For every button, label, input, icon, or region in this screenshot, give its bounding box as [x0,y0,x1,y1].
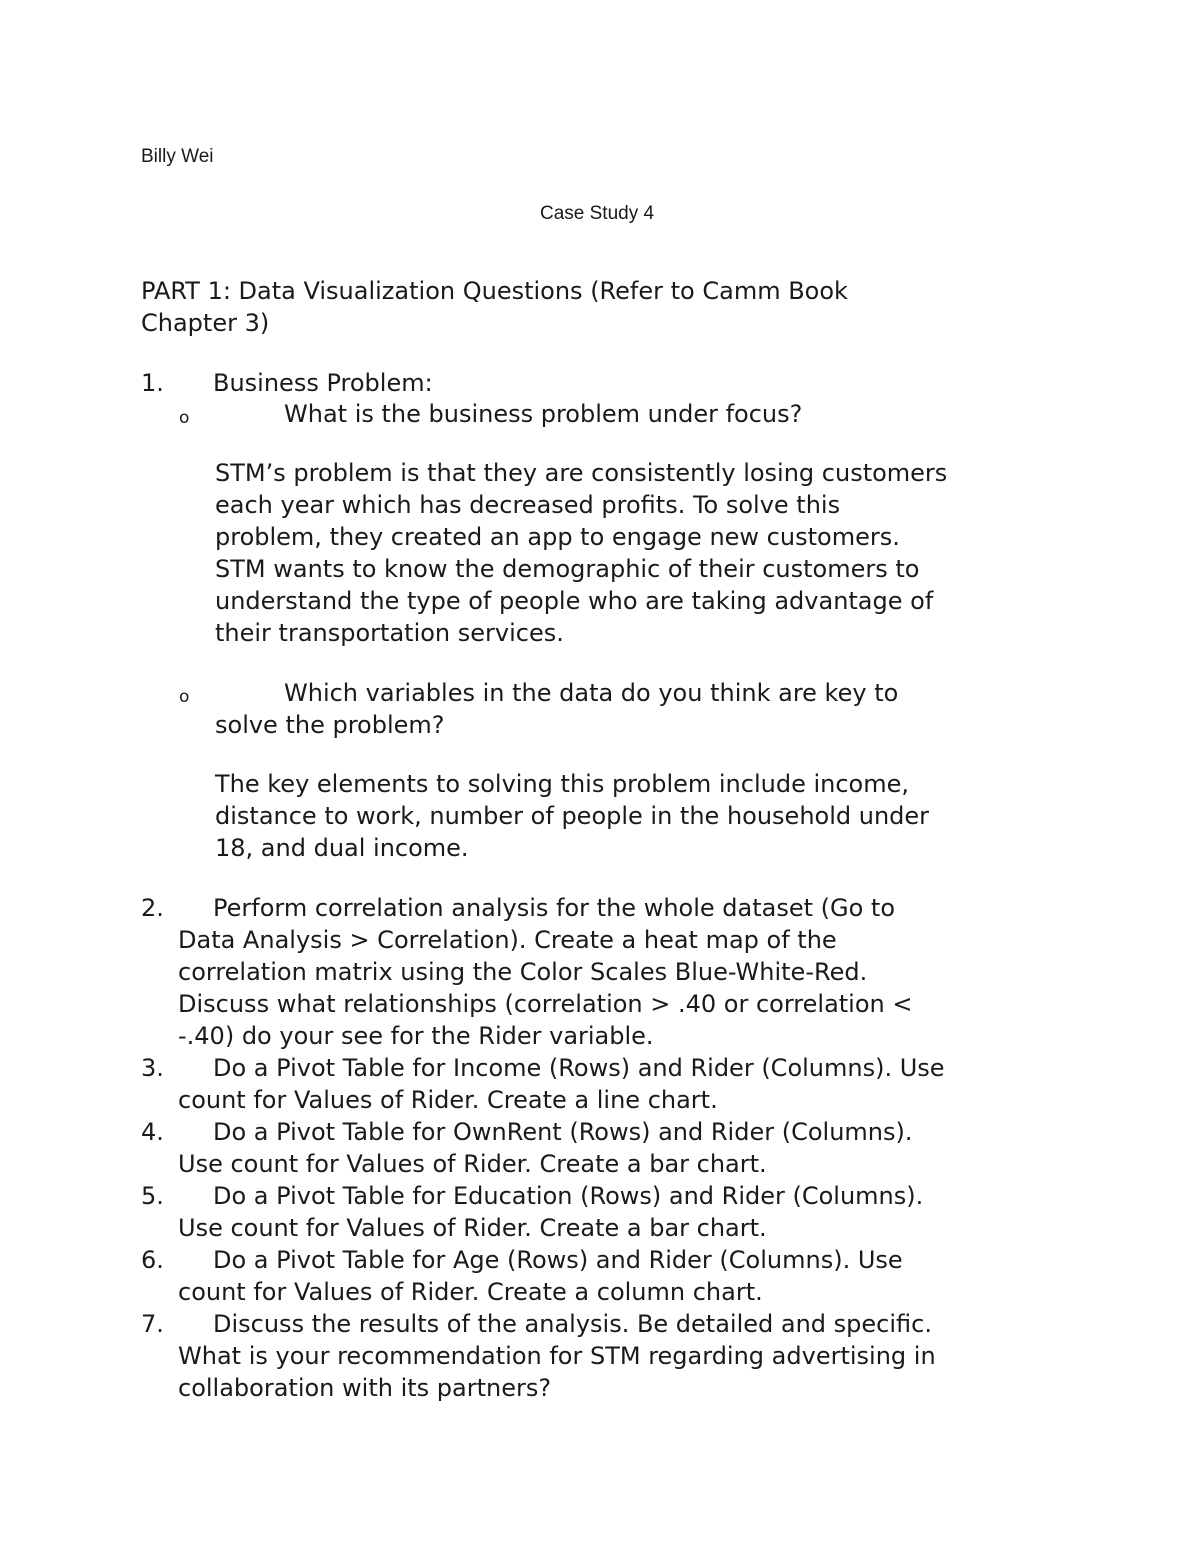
text-line: Discuss what relationships (correlation > .40 or correlation < [178,990,913,1018]
list-number-5: 5. [141,1182,164,1210]
bullet-icon: o [179,408,190,428]
answer-line: understand the type of people who are taking advantage of [215,587,934,615]
list-number-6: 6. [141,1246,164,1274]
text-line: collaboration with its partners? [178,1374,552,1402]
text-line: What is your recommendation for STM regarding advertising in [178,1342,936,1370]
text-line: Data Analysis > Correlation). Create a heat map of the [178,926,837,954]
item-6-line: Do a Pivot Table for Age (Rows) and Rider (Columns). Use [213,1246,903,1274]
answer-line: The key elements to solving this problem include income, [215,770,909,798]
q1-label: Business Problem: [213,369,433,397]
q1-sub1-answer [215,457,947,649]
item-3-line: Do a Pivot Table for Income (Rows) and Rider (Columns). Use [213,1054,945,1082]
answer-line: problem, they created an app to engage new customers. [215,523,900,551]
answer-line: STM wants to know the demographic of their customers to [215,555,920,583]
item-6-line: count for Values of Rider. Create a column chart. [178,1278,763,1306]
item-2-line: Perform correlation analysis for the whole dataset (Go to [213,894,896,922]
q1-sub2-question-line2: solve the problem? [215,711,445,739]
item-4-line: Do a Pivot Table for OwnRent (Rows) and Rider (Columns). [213,1118,913,1146]
item-2-line [178,924,912,1052]
list-number-2: 2. [141,894,164,922]
answer-line: each year which has decreased profits. To solve this [215,491,841,519]
q1-sub2-question-line1: Which variables in the data do you think are key to [284,679,899,707]
list-number-7: 7. [141,1310,164,1338]
list-number-4: 4. [141,1118,164,1146]
item-3-line: count for Values of Rider. Create a line chart. [178,1086,718,1114]
answer-line: 18, and dual income. [215,834,469,862]
item-7-line [178,1340,936,1404]
author-name: Billy Wei [141,146,214,167]
list-number-3: 3. [141,1054,164,1082]
q1-sub2-answer [215,768,929,864]
list-number-1: 1. [141,369,164,397]
part-heading-line2: Chapter 3) [141,309,270,337]
text-line: correlation matrix using the Color Scales Blue-White-Red. [178,958,868,986]
document-title: Case Study 4 [540,203,655,224]
part-heading-line1: PART 1: Data Visualization Questions (Refer to Camm Book [141,277,848,305]
item-7-line: Discuss the results of the analysis. Be detailed and specific. [213,1310,932,1338]
answer-line: their transportation services. [215,619,564,647]
item-5-line: Do a Pivot Table for Education (Rows) and Rider (Columns). [213,1182,924,1210]
item-4-line: Use count for Values of Rider. Create a bar chart. [178,1150,767,1178]
q1-sub1-question: What is the business problem under focus? [284,400,803,428]
bullet-icon: o [179,687,190,707]
item-5-line: Use count for Values of Rider. Create a bar chart. [178,1214,767,1242]
answer-line: distance to work, number of people in the household under [215,802,930,830]
answer-line: STM’s problem is that they are consistently losing customers [215,459,948,487]
text-line: -.40) do your see for the Rider variable. [178,1022,654,1050]
